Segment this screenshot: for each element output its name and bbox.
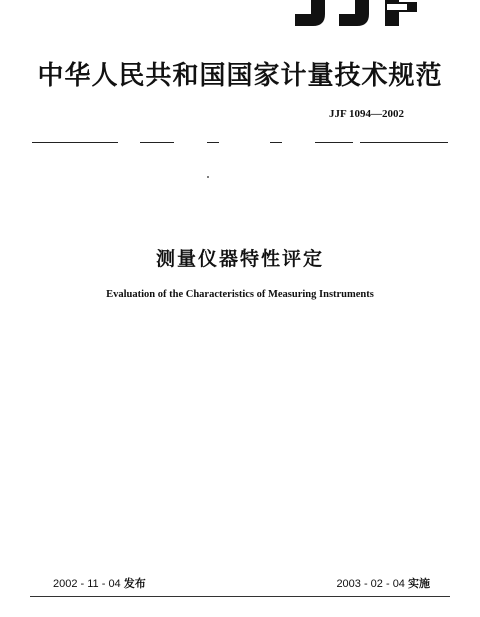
effective-label: 实施 <box>408 578 430 590</box>
effective-date: 2003 - 02 - 04 <box>336 578 405 590</box>
divider-segment <box>207 142 219 143</box>
jjf-logo <box>291 0 425 30</box>
issue-date: 2002 - 11 - 04 <box>53 578 121 590</box>
divider-segment <box>32 142 118 143</box>
divider-segment <box>140 142 174 143</box>
issue-label: 发布 <box>123 578 146 590</box>
document-title-zh: 测量仪器特性评定 <box>155 248 324 270</box>
divider-segment <box>270 142 282 143</box>
divider-segment <box>315 142 353 143</box>
footer-divider <box>30 596 450 597</box>
document-title-en: Evaluation of the Characteristics of Measuring Instruments <box>106 289 374 300</box>
effective-date-block <box>336 575 430 591</box>
print-speck <box>207 176 209 178</box>
divider-segment <box>360 142 448 143</box>
document-number: JJF 1094—2002 <box>328 108 404 120</box>
issue-date-block <box>53 575 146 591</box>
national-standard-title: 中华人民共和国国家计量技术规范 <box>37 61 443 91</box>
